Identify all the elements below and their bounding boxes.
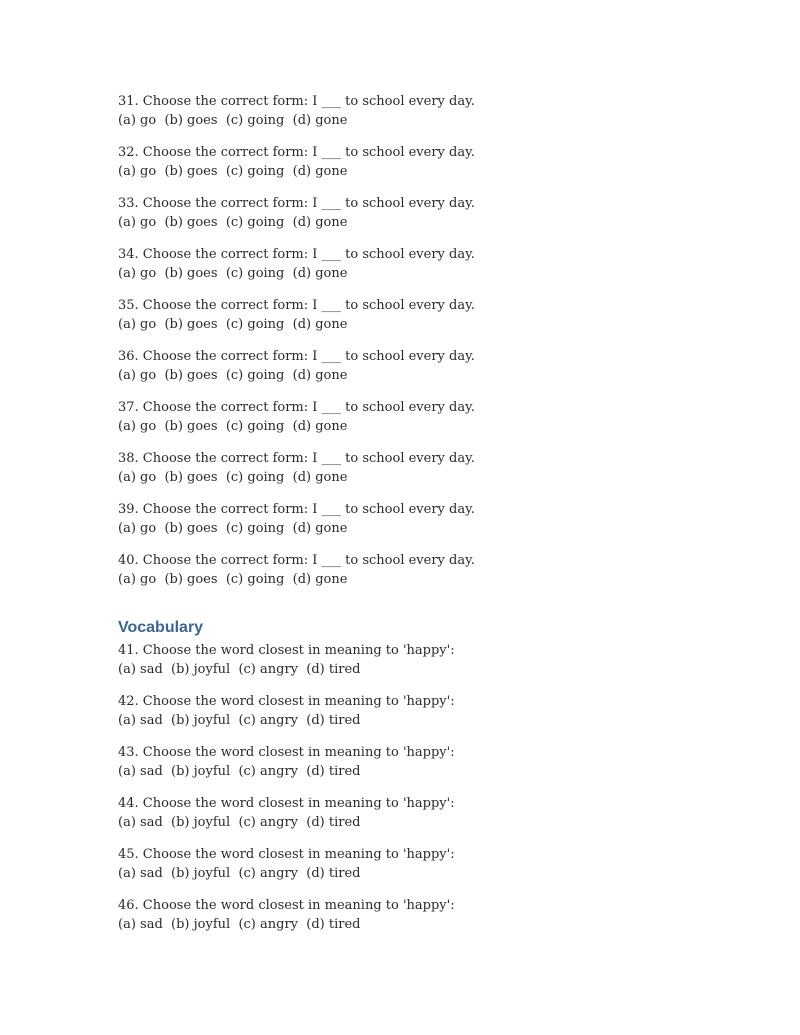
question-text: 45. Choose the word closest in meaning to 'happy': bbox=[118, 847, 455, 862]
question-options: (a) go (b) goes (c) going (d) gone bbox=[118, 470, 348, 485]
question-item bbox=[118, 896, 718, 934]
question-options: (a) sad (b) joyful (c) angry (d) tired bbox=[118, 917, 361, 932]
question-item bbox=[118, 92, 718, 130]
grammar-question-list bbox=[118, 92, 718, 589]
question-options: (a) go (b) goes (c) going (d) gone bbox=[118, 164, 348, 179]
question-text: 35. Choose the correct form: I ___ to school every day. bbox=[118, 298, 475, 313]
question-text: 31. Choose the correct form: I ___ to school every day. bbox=[118, 94, 475, 109]
question-options: (a) sad (b) joyful (c) angry (d) tired bbox=[118, 866, 361, 881]
question-text: 33. Choose the correct form: I ___ to school every day. bbox=[118, 196, 475, 211]
question-item bbox=[118, 245, 718, 283]
question-options: (a) sad (b) joyful (c) angry (d) tired bbox=[118, 713, 361, 728]
question-text: 32. Choose the correct form: I ___ to school every day. bbox=[118, 145, 475, 160]
question-text: 39. Choose the correct form: I ___ to school every day. bbox=[118, 502, 475, 517]
question-text: 44. Choose the word closest in meaning to 'happy': bbox=[118, 796, 455, 811]
question-item bbox=[118, 296, 718, 334]
vocabulary-question-list bbox=[118, 641, 718, 934]
section-heading-vocabulary: Vocabulary bbox=[118, 619, 204, 636]
page-content bbox=[118, 92, 718, 947]
question-item bbox=[118, 743, 718, 781]
question-options: (a) go (b) goes (c) going (d) gone bbox=[118, 317, 348, 332]
question-options: (a) sad (b) joyful (c) angry (d) tired bbox=[118, 662, 361, 677]
question-item bbox=[118, 794, 718, 832]
question-item bbox=[118, 641, 718, 679]
question-item bbox=[118, 194, 718, 232]
question-text: 46. Choose the word closest in meaning to 'happy': bbox=[118, 898, 455, 913]
question-options: (a) go (b) goes (c) going (d) gone bbox=[118, 113, 348, 128]
question-options: (a) go (b) goes (c) going (d) gone bbox=[118, 572, 348, 587]
question-options: (a) sad (b) joyful (c) angry (d) tired bbox=[118, 764, 361, 779]
question-text: 41. Choose the word closest in meaning to 'happy': bbox=[118, 643, 455, 658]
question-item bbox=[118, 398, 718, 436]
question-item bbox=[118, 845, 718, 883]
question-item bbox=[118, 551, 718, 589]
question-text: 40. Choose the correct form: I ___ to school every day. bbox=[118, 553, 475, 568]
question-options: (a) sad (b) joyful (c) angry (d) tired bbox=[118, 815, 361, 830]
question-item bbox=[118, 692, 718, 730]
question-options: (a) go (b) goes (c) going (d) gone bbox=[118, 266, 348, 281]
question-text: 42. Choose the word closest in meaning to 'happy': bbox=[118, 694, 455, 709]
question-text: 36. Choose the correct form: I ___ to school every day. bbox=[118, 349, 475, 364]
question-item bbox=[118, 500, 718, 538]
question-options: (a) go (b) goes (c) going (d) gone bbox=[118, 215, 348, 230]
question-options: (a) go (b) goes (c) going (d) gone bbox=[118, 521, 348, 536]
question-text: 38. Choose the correct form: I ___ to school every day. bbox=[118, 451, 475, 466]
question-text: 43. Choose the word closest in meaning to 'happy': bbox=[118, 745, 455, 760]
question-text: 37. Choose the correct form: I ___ to school every day. bbox=[118, 400, 475, 415]
question-item bbox=[118, 449, 718, 487]
question-item bbox=[118, 143, 718, 181]
question-options: (a) go (b) goes (c) going (d) gone bbox=[118, 368, 348, 383]
question-text: 34. Choose the correct form: I ___ to school every day. bbox=[118, 247, 475, 262]
question-item bbox=[118, 347, 718, 385]
question-options: (a) go (b) goes (c) going (d) gone bbox=[118, 419, 348, 434]
